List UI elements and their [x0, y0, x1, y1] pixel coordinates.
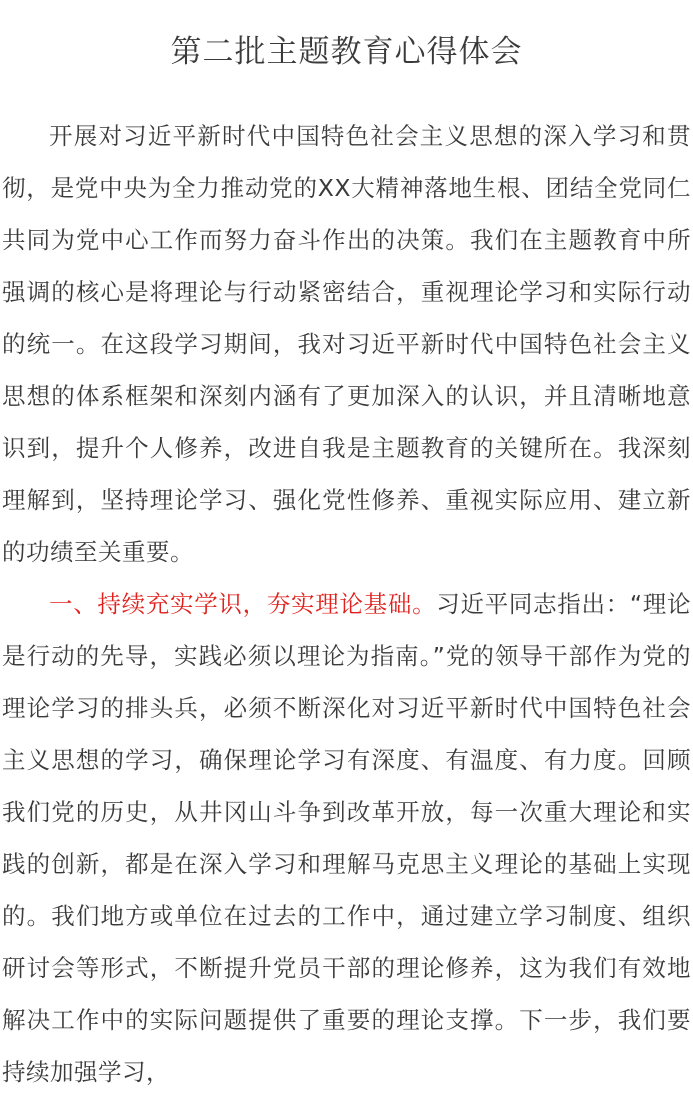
document-title: 第二批主题教育心得体会 — [170, 34, 523, 70]
intro-paragraph: 开展对习近平新时代中国特色社会主义思想的深入学习和贯彻，是党中央为全力推动党的XX大精神落地生根、团结全党同仁共同为党中心工作而努力奋斗作出的决策。我们在主题教育中所强调的核心是将理论与行动紧密结合，重视理论学习和实际行动的统一。在这段学习期间，我对习近平新时代中国特色社会主义思想的体系框架和深刻内涵有了更加深入的认识，并且清晰地意识到，提升个人修养，改进自我是主题教育的关键所在。我深刻理解到，坚持理论学习、强化党性修养、重视实际应用、建立新的功绩至关重要。 — [2, 122, 691, 566]
section-1-heading: 一、持续充实学识，夯实理论基础。 — [49, 590, 437, 618]
section-1-paragraph — [2, 578, 691, 1098]
section-1-body: 习近平同志指出：“理论是行动的先导，实践必须以理论为指南。”党的领导干部作为党的理论学习的排头兵，必须不断深化对习近平新时代中国特色社会主义思想的学习，确保理论学习有深度、有温度、有力度。回顾我们党的历史，从井冈山斗争到改革开放，每一次重大理论和实践的创新，都是在深入学习和理解马克思主义理论的基础上实现的。我们地方或单位在过去的工作中，通过建立学习制度、组织研讨会等形式，不断提升党员干部的理论修养，这为我们有效地解决工作中的实际问题提供了重要的理论支撑。下一步，我们要持续加强学习， — [2, 590, 691, 1086]
